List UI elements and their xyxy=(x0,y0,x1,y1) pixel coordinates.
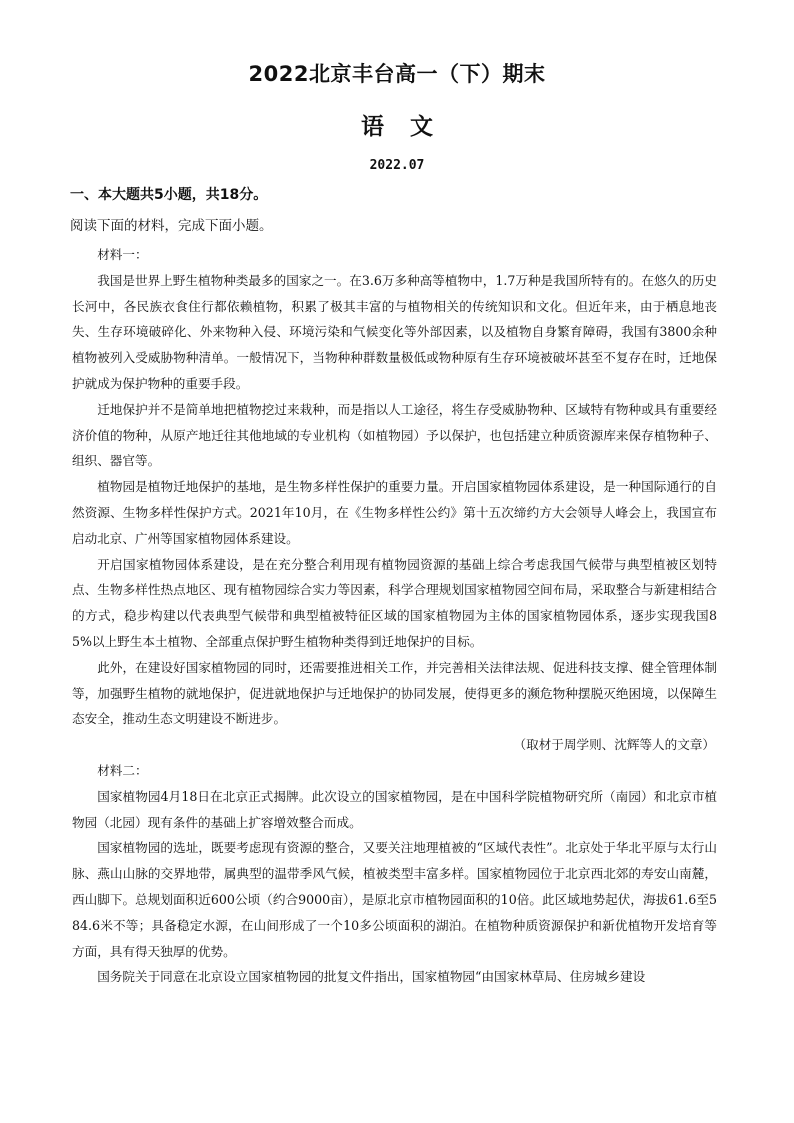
material-one-paragraph-1: 我国是世界上野生植物种类最多的国家之一。在3.6万多种高等植物中，1.7万种是我国所特有的。在悠久的历史长河中，各民族衣食住行都依赖植物，积累了极其丰富的与植物相关的传统知识和文化。但近年来，由于栖息地丧失、生存环境破碎化、外来物种入侵、环境污染和气候变化等外部因素，以及植物自身繁育障碍，我国有3800余种植物被列入受威胁物种清单。一般情况下，当物种种群数量极低或物种原有生存环境被破坏甚至不复存在时，迁地保护就成为保护物种的重要手段。 xyxy=(72,272,717,391)
material-one-paragraph-5: 此外，在建设好国家植物园的同时，还需要推进相关工作，并完善相关法律法规、促进科技支撑、健全管理体制等，加强野生植物的就地保护，促进就地保护与迁地保护的协同发展，使得更多的濒危物种摆脱灭绝困境，以保障生态安全，推动生态文明建设不断进步。 xyxy=(72,659,717,727)
reading-instruction: 阅读下面的材料，完成下面小题。 xyxy=(70,218,273,234)
material-one-paragraph-2: 迁地保护并不是简单地把植物挖过来栽种，而是指以人工途径，将生存受威胁物种、区域特有物种或具有重要经济价值的物种，从原产地迁往其他地域的专业机构（如植物园）予以保护，也包括建立种质资源库来保存植物种子、组织、器官等。 xyxy=(72,401,717,469)
material-two-paragraph-2: 国家植物园的选址，既要考虑现有资源的整合，又要关注地理植被的“区域代表性”。北京处于华北平原与太行山脉、燕山山脉的交界地带，属典型的温带季风气候，植被类型丰富多样。国家植物园位于北京西北郊的寿安山南麓，西山脚下。总规划面积近600公顷（约合9000亩），是原北京市植物园面积的10倍。此区域地势起伏，海拔61.6至584.6米不等；具备稳定水源，在山间形成了一个10多公顷面积的湖泊。在植物种质资源保护和新优植物开发培育等方面，具有得天独厚的优势。 xyxy=(72,840,717,959)
material-one-label: 材料一： xyxy=(97,247,148,262)
material-two-paragraph-1: 国家植物园4月18日在北京正式揭牌。此次设立的国家植物园，是在中国科学院植物研究所（南园）和北京市植物园（北园）现有条件的基础上扩容增效整合而成。 xyxy=(72,788,717,830)
material-one-paragraph-3: 植物园是植物迁地保护的基地，是生物多样性保护的重要力量。开启国家植物园体系建设，是一种国际通行的自然资源、生物多样性保护方式。2021年10月，在《生物多样性公约》第十五次缔约方大会领导人峰会上，我国宣布启动北京、广州等国家植物园体系建设。 xyxy=(72,479,717,546)
reading-passage xyxy=(72,242,717,990)
material-one-source: （取材于周学则、沈辉等人的文章） xyxy=(513,737,715,753)
material-two-label: 材料二： xyxy=(97,762,148,778)
material-two-paragraph-3: 国务院关于同意在北京设立国家植物园的批复文件指出，国家植物园“由国家林草局、住房城乡建设 xyxy=(97,969,646,985)
exam-date: 2022.07 xyxy=(369,158,425,173)
exam-title: 2022北京丰台高一（下）期末 xyxy=(248,62,546,86)
material-one-paragraph-4: 开启国家植物园体系建设，是在充分整合利用现有植物园资源的基础上综合考虑我国气候带与典型植被区划特点、生物多样性热点地区、现有植物园综合实力等因素，科学合理规划国家植物园空间布局，采取整合与新建相结合的方式，稳步构建以代表典型气候带和典型植被特征区域的国家植物园为主体的国家植物园体系，逐步实现我国85%以上野生本土植物、全部重点保护野生植物种类得到迁地保护的目标。 xyxy=(72,556,717,649)
subject-title: 语文 xyxy=(361,114,459,140)
section-heading: 一、本大题共5小题，共18分。 xyxy=(70,187,268,203)
